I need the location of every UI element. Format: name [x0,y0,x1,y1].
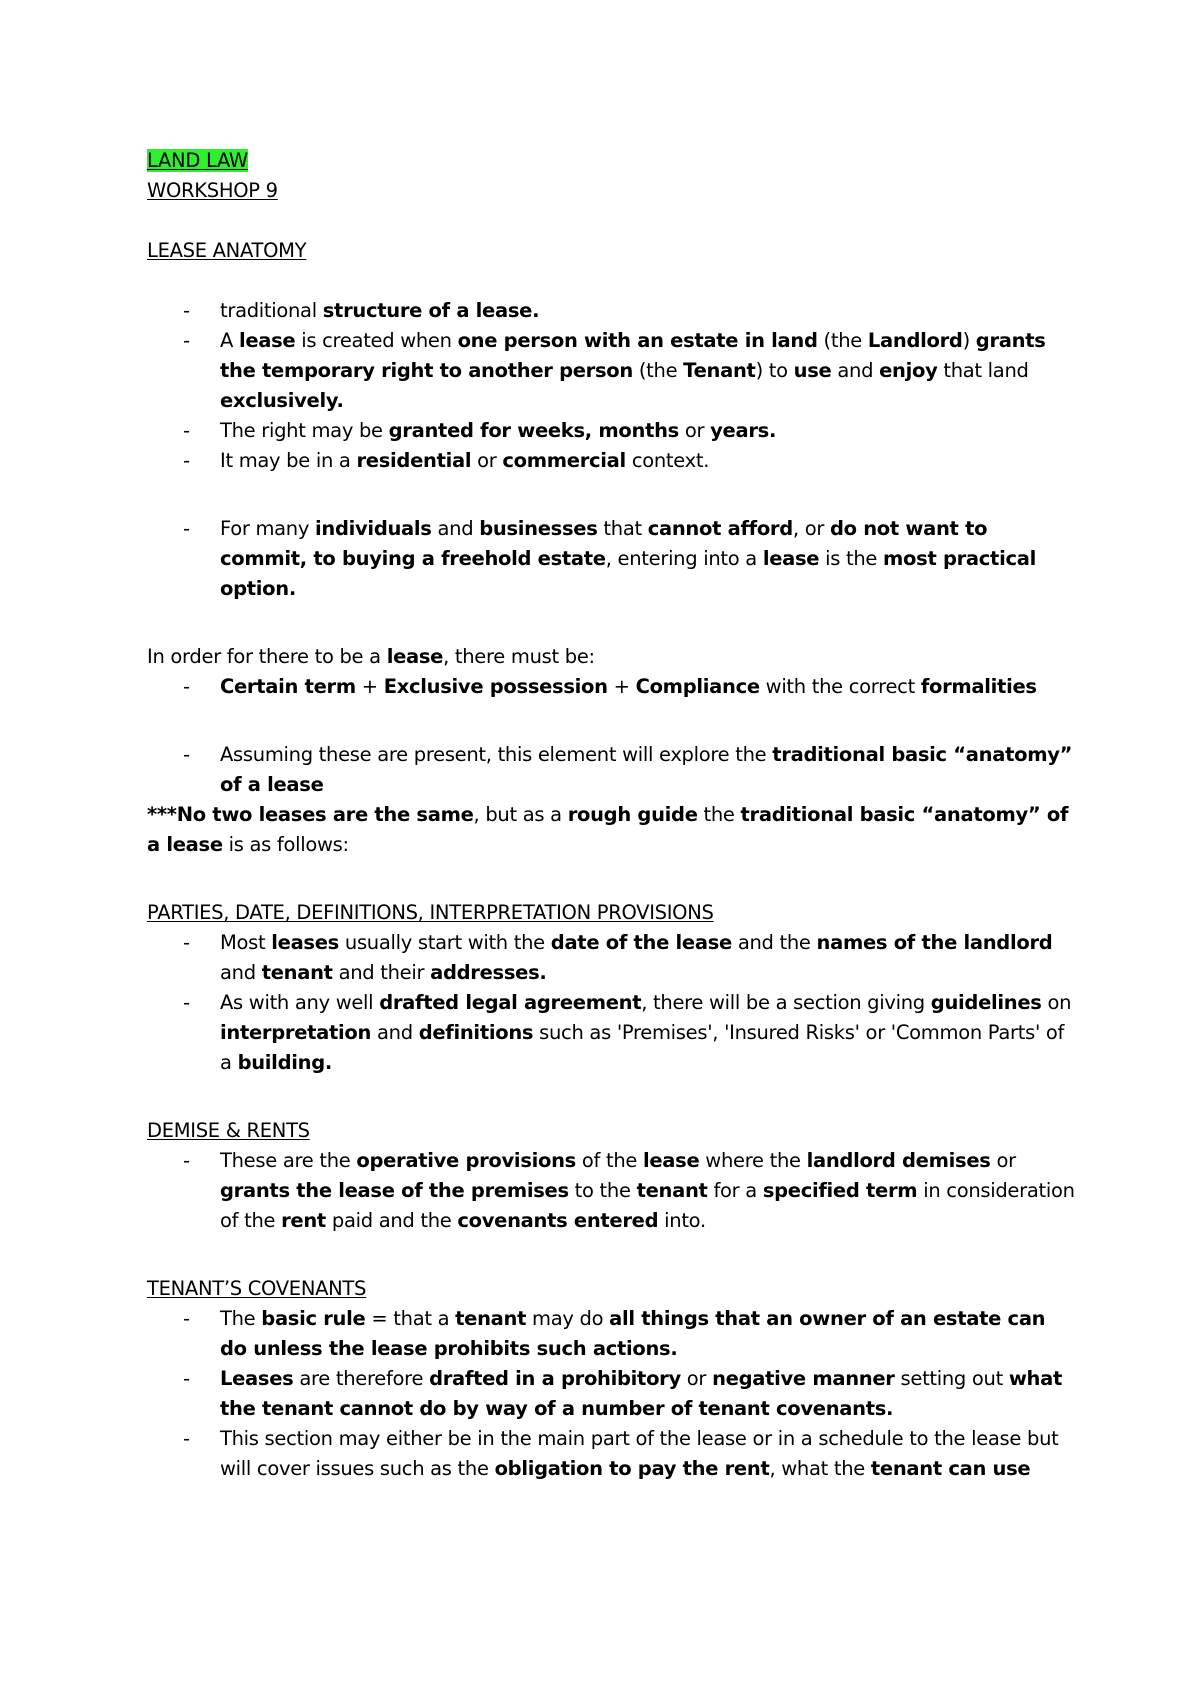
list-item: - Most leases usually start with the date of the lease and the names of the landlord and tenant and their addresses. [147,928,1077,988]
list-item: - For many individuals and businesses that cannot afford, or do not want to commit, to buying a freehold estate, entering into a lease is the most practical option. [147,514,1077,604]
list-item: - Assuming these are present, this element will explore the traditional basic “anatomy” of a lease [147,740,1077,800]
list-item: - A lease is created when one person with an estate in land (the Landlord) grants the temporary right to another person (the Tenant) to use and enjoy that land exclusively. [147,326,1077,416]
workshop-label: WORKSHOP 9 [147,179,278,202]
list-item: - This section may either be in the main part of the lease or in a schedule to the lease but will cover issues such as the obligation to pay the rent, what the tenant can use [147,1424,1077,1484]
lease-anatomy-list [147,296,1077,476]
heading-tenant-covenants: TENANT’S COVENANTS [147,1277,367,1300]
anatomy-explore-list [147,740,1077,800]
tenant-covenants-list [147,1304,1077,1484]
list-item: - Certain term + Exclusive possession + Compliance with the correct formalities [147,672,1077,702]
list-item: - traditional structure of a lease. [147,296,1077,326]
list-item: - Leases are therefore drafted in a prohibitory or negative manner setting out what the tenant cannot do by way of a number of tenant covenants. [147,1364,1077,1424]
heading-demise-rents: DEMISE & RENTS [147,1119,310,1142]
requirements-list [147,672,1077,702]
demise-list [147,1146,1077,1236]
list-item: - The basic rule = that a tenant may do all things that an owner of an estate can do unless the lease prohibits such actions. [147,1304,1077,1364]
heading-lease-anatomy: LEASE ANATOMY [147,239,307,262]
list-item: - The right may be granted for weeks, months or years. [147,416,1077,446]
parties-list [147,928,1077,1078]
lease-practical-list [147,514,1077,604]
list-item: - These are the operative provisions of the lease where the landlord demises or grants the lease of the premises to the tenant for a specified term in consideration of the rent paid and the covenants entered into. [147,1146,1077,1236]
requirements-intro: In order for there to be a lease, there must be: [147,645,595,668]
document-body [147,146,1077,1484]
anatomy-note: ***No two leases are the same, but as a rough guide the traditional basic “anatomy” of a lease is as follows: [147,803,1069,856]
heading-parties: PARTIES, DATE, DEFINITIONS, INTERPRETATION PROVISIONS [147,901,714,924]
list-item: - It may be in a residential or commercial context. [147,446,1077,476]
list-item: - As with any well drafted legal agreement, there will be a section giving guidelines on interpretation and definitions such as 'Premises', 'Insured Risks' or 'Common Parts' of a building. [147,988,1077,1078]
document-title: LAND LAW [147,149,248,172]
